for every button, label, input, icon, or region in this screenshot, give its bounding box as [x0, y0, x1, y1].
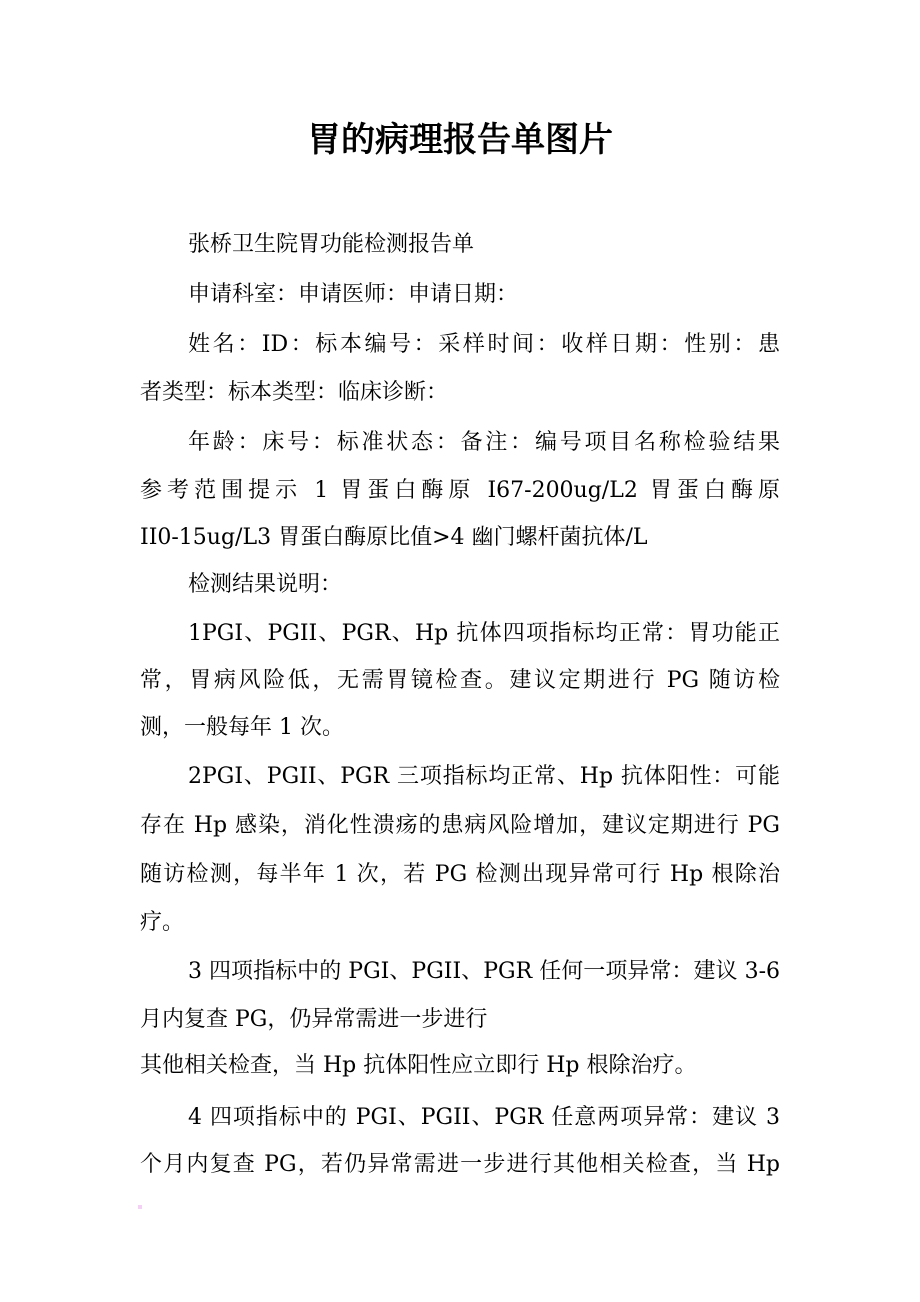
- text-line: 常，胃病风险低，无需胃镜检查。建议定期进行 PG 随访检: [140, 668, 780, 693]
- text-line: 检测结果说明：: [188, 572, 343, 597]
- text-line: II0-15ug/L3 胃蛋白酶原比值>4 幽门螺杆菌抗体/L: [140, 525, 648, 550]
- text-line: 3 四项指标中的 PGI、PGII、PGR 任何一项异常：建议 3-6: [188, 959, 780, 984]
- text-line: 参考范围提示 1 胃蛋白酶原 I67-200ug/L2 胃蛋白酶原: [140, 478, 780, 503]
- text-line: 2PGI、PGII、PGR 三项指标均正常、Hp 抗体阳性：可能: [188, 764, 780, 789]
- text-line: 其他相关检查，当 Hp 抗体阳性应立即行 Hp 根除治疗。: [140, 1053, 697, 1078]
- text-line: 测，一般每年 1 次。: [140, 715, 344, 740]
- text-line: 随访检测，每半年 1 次，若 PG 检测出现异常可行 Hp 根除治: [140, 862, 780, 887]
- text-line: 月内复查 PG，仍异常需进一步进行: [140, 1007, 488, 1032]
- text-line: 姓名：ID：标本编号：采样时间：收样日期：性别：患: [188, 332, 780, 357]
- scan-artifact-dot: [138, 1205, 142, 1209]
- text-line: 4 四项指标中的 PGI、PGII、PGR 任意两项异常：建议 3: [188, 1105, 780, 1130]
- text-line: 者类型：标本类型：临床诊断：: [140, 380, 449, 405]
- text-line: 存在 Hp 感染，消化性溃疡的患病风险增加，建议定期进行 PG: [140, 813, 780, 838]
- document-title: 胃的病理报告单图片: [307, 120, 613, 160]
- text-line: 张桥卫生院胃功能检测报告单: [188, 232, 475, 257]
- text-line: 疗。: [140, 910, 185, 935]
- text-line: 1PGI、PGII、PGR、Hp 抗体四项指标均正常：胃功能正: [188, 621, 780, 646]
- text-line: 申请科室：申请医师：申请日期：: [188, 282, 519, 307]
- text-line: 年龄：床号：标准状态：备注：编号项目名称检验结果: [188, 430, 780, 455]
- text-line: 个月内复查 PG，若仍异常需进一步进行其他相关检查，当 Hp: [140, 1152, 780, 1177]
